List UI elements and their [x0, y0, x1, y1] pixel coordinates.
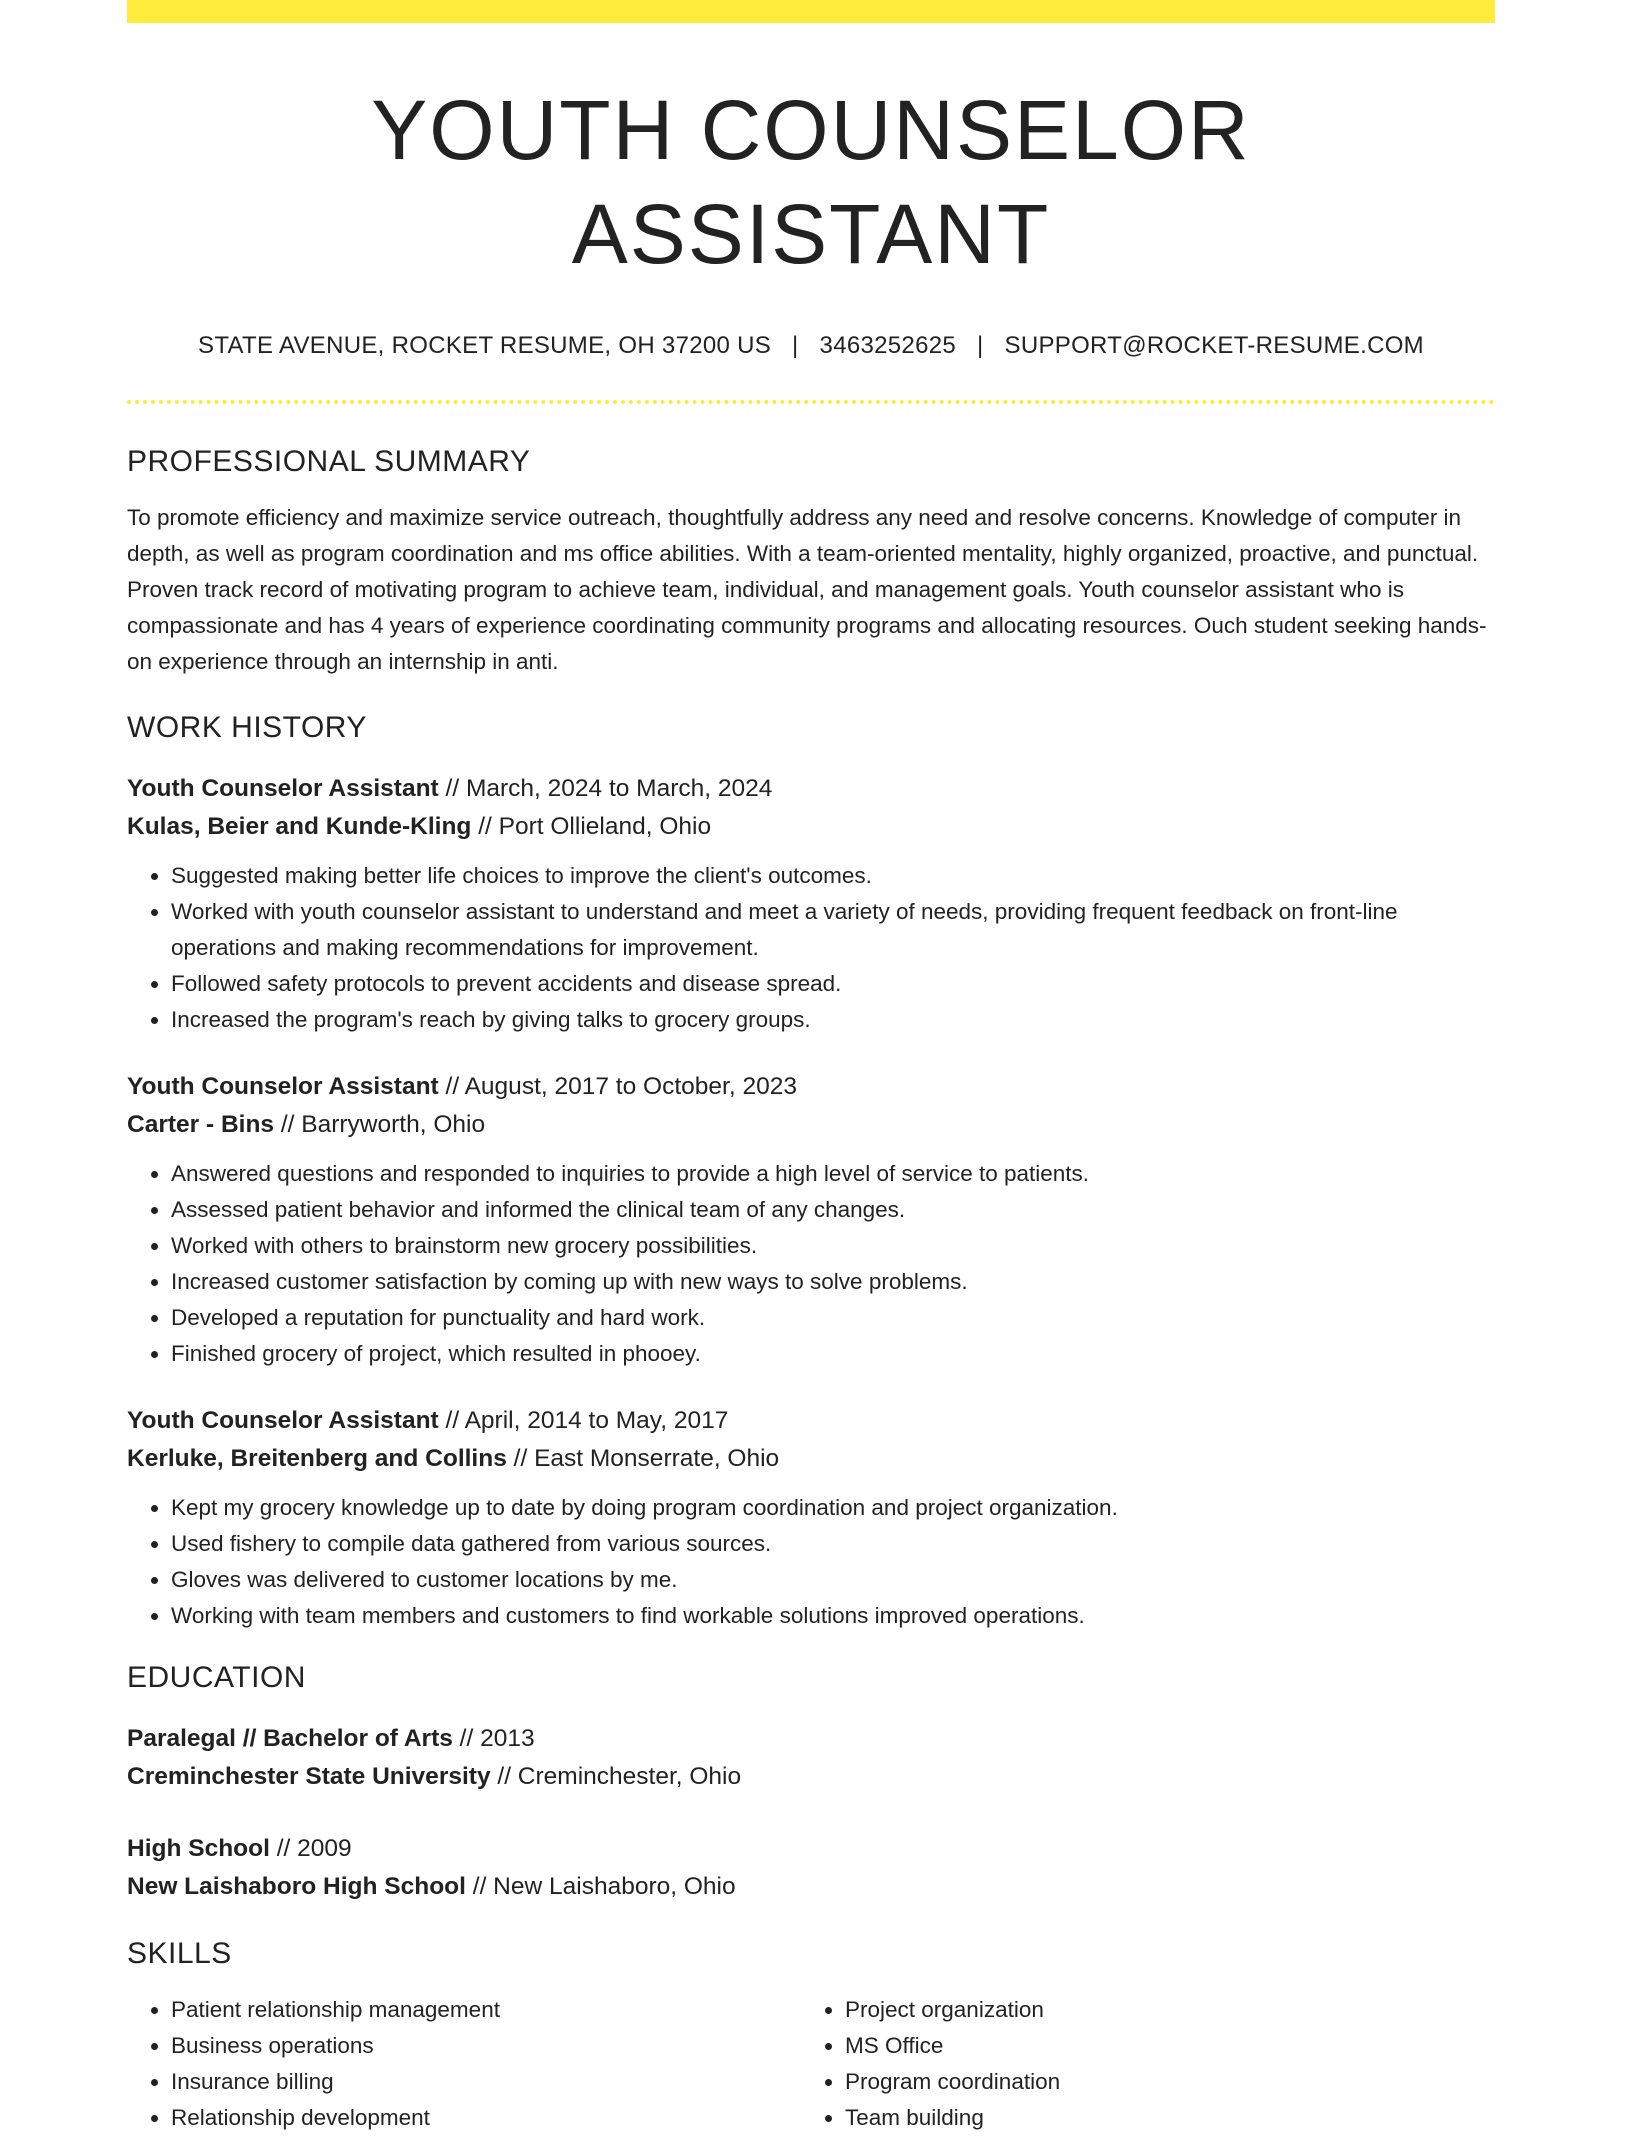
job-bullets	[127, 1156, 1495, 1372]
contact-phone: 3463252625	[819, 332, 957, 359]
skill-item: • Team building	[845, 2100, 1475, 2136]
education-degree: Paralegal // Bachelor of Arts	[127, 1725, 453, 1752]
job-bullets	[127, 858, 1495, 1038]
job-entry	[127, 1402, 1495, 1634]
skills-heading: SKILLS	[127, 1937, 232, 1970]
contact-line	[127, 330, 1495, 362]
job-company: Carter - Bins	[127, 1111, 275, 1138]
job-bullet: • Gloves was delivered to customer locations by me.	[171, 1562, 1495, 1598]
job-company-line	[127, 1106, 1495, 1144]
job-company-line	[127, 808, 1495, 846]
job-bullets	[127, 1490, 1495, 1634]
job-bullet: • Assessed patient behavior and informed the clinical team of any changes.	[171, 1192, 1495, 1228]
job-company: Kerluke, Breitenberg and Collins	[127, 1445, 507, 1472]
job-bullet: • Kept my grocery knowledge up to date by doing program coordination and project organization.	[171, 1490, 1495, 1526]
skills-list-left	[127, 1992, 801, 2136]
skill-item: • Insurance billing	[171, 2064, 801, 2100]
job-role: Youth Counselor Assistant	[127, 1407, 439, 1434]
job-entry	[127, 770, 1495, 1038]
skills-columns	[127, 1992, 1495, 2136]
job-dates: // March, 2024 to March, 2024	[438, 775, 773, 802]
skill-item: • Project organization	[845, 1992, 1475, 2028]
job-role-line	[127, 770, 1495, 808]
skill-item: • Business operations	[171, 2028, 801, 2064]
contact-address: STATE AVENUE, ROCKET RESUME, OH 37200 US	[198, 332, 772, 359]
contact-separator: |	[977, 332, 984, 359]
work-history-heading: WORK HISTORY	[127, 711, 367, 744]
job-bullet: • Followed safety protocols to prevent accidents and disease spread.	[171, 966, 1495, 1002]
education-school: Creminchester State University	[127, 1763, 491, 1790]
skill-item: • Program coordination	[845, 2064, 1475, 2100]
education-entry	[127, 1830, 1495, 1906]
education-degree: High School	[127, 1835, 270, 1862]
job-bullet: • Developed a reputation for punctuality and hard work.	[171, 1300, 1495, 1336]
skill-item: • Relationship development	[171, 2100, 801, 2136]
education-school-line	[127, 1868, 1495, 1906]
job-bullet: • Answered questions and responded to inquiries to provide a high level of service to patients.	[171, 1156, 1495, 1192]
job-bullet: • Suggested making better life choices to improve the client's outcomes.	[171, 858, 1495, 894]
job-bullet: • Worked with youth counselor assistant to understand and meet a variety of needs, providing frequent feedback on front-line operations and making recommendations for improvement.	[171, 894, 1495, 966]
job-dates: // April, 2014 to May, 2017	[438, 1407, 729, 1434]
summary-heading: PROFESSIONAL SUMMARY	[127, 445, 531, 478]
education-year: // 2009	[269, 1835, 352, 1862]
job-role: Youth Counselor Assistant	[127, 775, 439, 802]
education-school: New Laishaboro High School	[127, 1873, 466, 1900]
education-location: // Creminchester, Ohio	[490, 1763, 742, 1790]
dotted-divider	[127, 400, 1495, 404]
education-heading: EDUCATION	[127, 1661, 306, 1694]
job-role: Youth Counselor Assistant	[127, 1073, 439, 1100]
job-dates: // August, 2017 to October, 2023	[438, 1073, 797, 1100]
job-bullet: • Used fishery to compile data gathered from various sources.	[171, 1526, 1495, 1562]
job-bullet: • Working with team members and customers to find workable solutions improved operations.	[171, 1598, 1495, 1634]
summary-text: To promote efficiency and maximize service outreach, thoughtfully address any need and resolve concerns. Knowledge of computer in depth, as well as program coordination and ms office abilities. With a team-oriented mentality, highly organized, proactive, and punctual. Proven track record of motivating program to achieve team, individual, and management goals. Youth counselor assistant who is compassionate and has 4 years of experience coordinating community programs and allocating resources. Ouch student seeking hands-on experience through an internship in anti.	[127, 505, 1487, 674]
job-company: Kulas, Beier and Kunde-Kling	[127, 813, 472, 840]
job-bullet: • Worked with others to brainstorm new grocery possibilities.	[171, 1228, 1495, 1264]
education-year: // 2013	[452, 1725, 535, 1752]
job-bullet: • Finished grocery of project, which resulted in phooey.	[171, 1336, 1495, 1372]
job-role-line	[127, 1068, 1495, 1106]
job-bullet: • Increased customer satisfaction by coming up with new ways to solve problems.	[171, 1264, 1495, 1300]
education-location: // New Laishaboro, Ohio	[465, 1873, 736, 1900]
contact-separator: |	[792, 332, 799, 359]
job-location: // Port Ollieland, Ohio	[471, 813, 712, 840]
job-bullet: • Increased the program's reach by giving talks to grocery groups.	[171, 1002, 1495, 1038]
job-location: // East Monserrate, Ohio	[506, 1445, 780, 1472]
skills-list-right	[801, 1992, 1475, 2136]
job-location: // Barryworth, Ohio	[274, 1111, 486, 1138]
contact-email: SUPPORT@ROCKET-RESUME.COM	[1004, 332, 1424, 359]
skill-item: • Patient relationship management	[171, 1992, 801, 2028]
job-company-line	[127, 1440, 1495, 1478]
education-degree-line	[127, 1720, 1495, 1758]
skill-item: • MS Office	[845, 2028, 1475, 2064]
education-school-line	[127, 1758, 1495, 1796]
resume-content	[127, 0, 1495, 2136]
candidate-name: YOUTH COUNSELOR ASSISTANT	[371, 83, 1251, 281]
education-degree-line	[127, 1830, 1495, 1868]
education-entry	[127, 1720, 1495, 1796]
job-entry	[127, 1068, 1495, 1372]
job-role-line	[127, 1402, 1495, 1440]
